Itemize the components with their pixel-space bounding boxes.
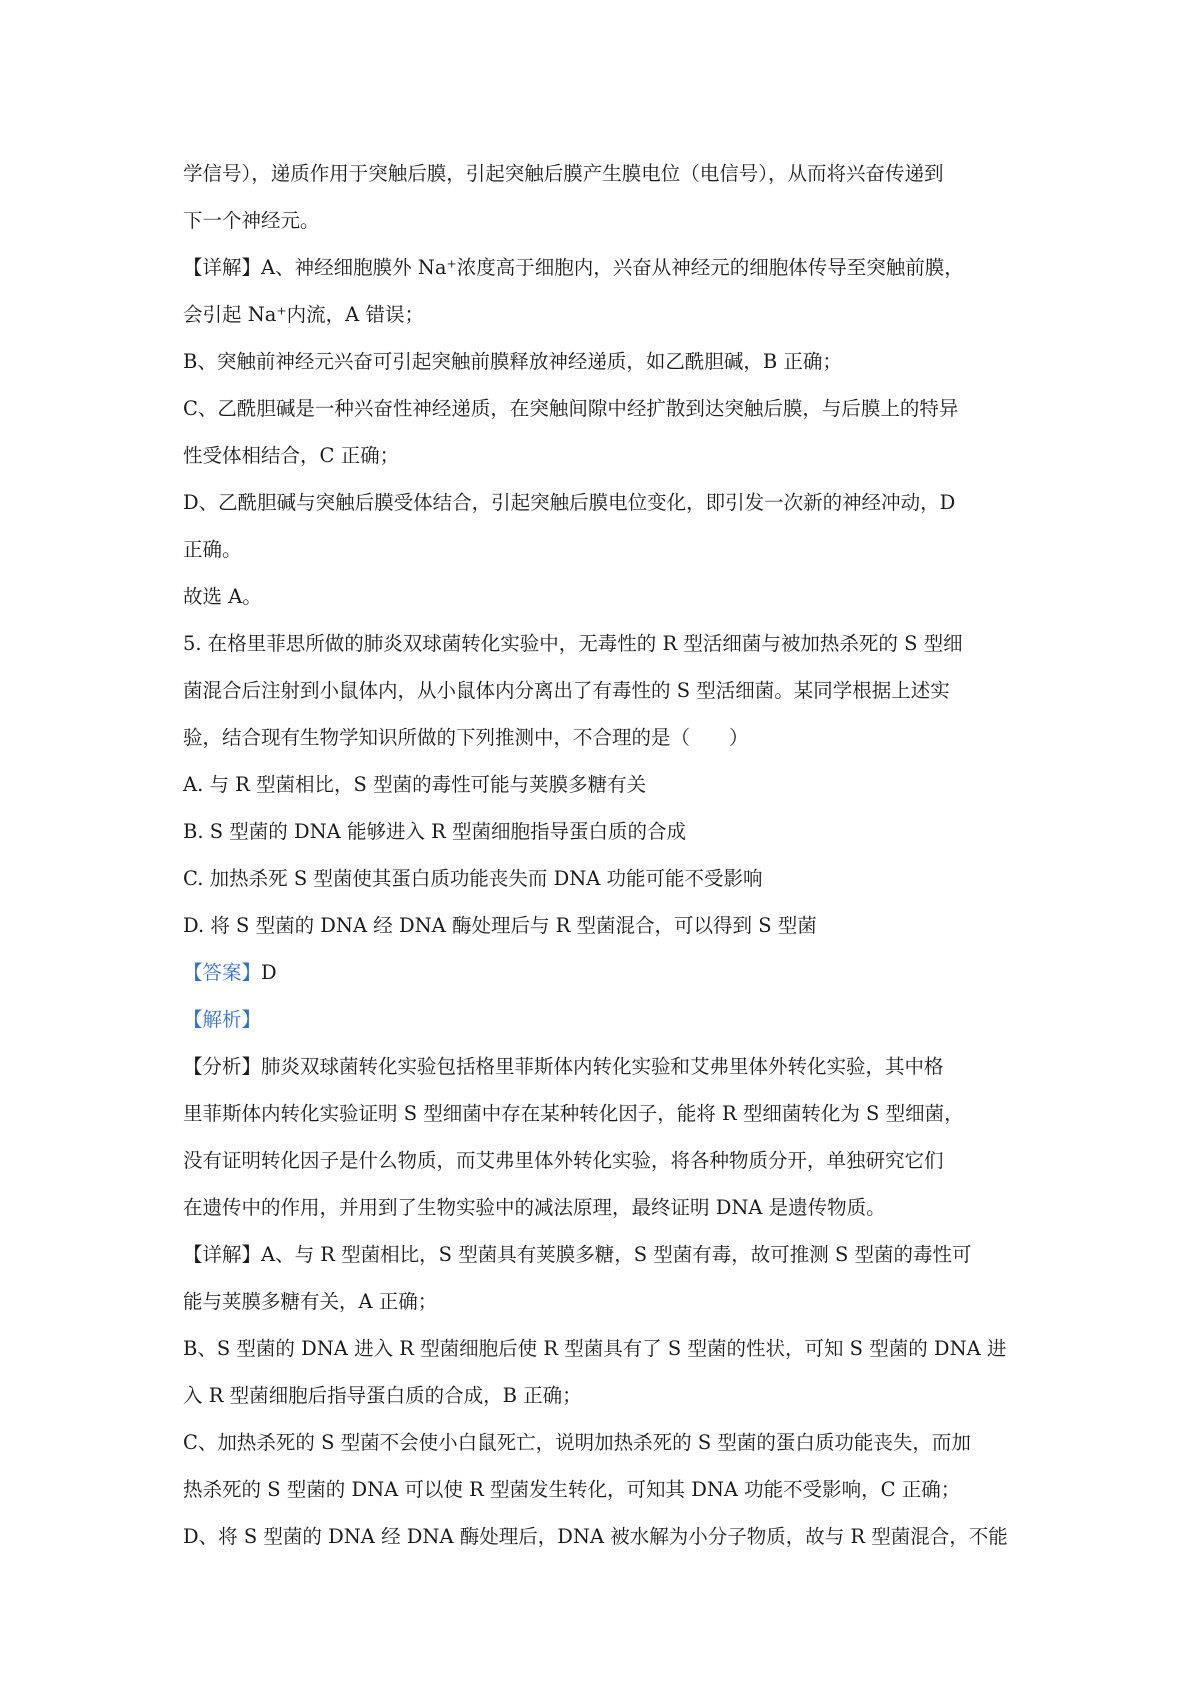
text-line: 【详解】A、神经细胞膜外 Na⁺浓度高于细胞内，兴奋从神经元的细胞体传导至突触前膜，	[183, 256, 964, 279]
text-line: 下一个神经元。	[183, 209, 320, 232]
text-line: 性受体相结合，C 正确；	[183, 444, 400, 467]
text-line: 学信号），递质作用于突触后膜，引起突触后膜产生膜电位（电信号），从而将兴奋传递到	[183, 162, 944, 185]
analysis-label: 【解析】	[183, 1008, 262, 1031]
text-line: 【详解】A、与 R 型菌相比，S 型菌具有荚膜多糖，S 型菌有毒，故可推测 S 型菌的毒性可	[183, 1243, 972, 1266]
text-line: 会引起 Na⁺内流，A 错误；	[183, 303, 424, 326]
option-b: B. S 型菌的 DNA 能够进入 R 型菌细胞指导蛋白质的合成	[183, 820, 687, 843]
text-line: C、乙酰胆碱是一种兴奋性神经递质，在突触间隙中经扩散到达突触后膜，与后膜上的特异	[183, 397, 959, 420]
analysis-heading	[183, 996, 1023, 1043]
text-line: B、S 型菌的 DNA 进入 R 型菌细胞后使 R 型菌具有了 S 型菌的性状，可知 S 型菌的 DNA 进	[183, 1337, 1007, 1360]
text-line: 在遗传中的作用，并用到了生物实验中的减法原理，最终证明 DNA 是遗传物质。	[183, 1196, 886, 1219]
text-line: 没有证明转化因子是什么物质，而艾弗里体外转化实验，将各种物质分开，单独研究它们	[183, 1149, 944, 1172]
text-line: D、将 S 型菌的 DNA 经 DNA 酶处理后，DNA 被水解为小分子物质，故与 R 型菌混合，不能	[183, 1525, 1008, 1548]
document-page	[183, 150, 1023, 1560]
text-line: 能与荚膜多糖有关，A 正确；	[183, 1290, 438, 1313]
text-line: 热杀死的 S 型菌的 DNA 可以使 R 型菌发生转化，可知其 DNA 功能不受影响，C 正确；	[183, 1478, 961, 1501]
answer-value: D	[261, 961, 277, 984]
answer-label: 【答案】	[183, 961, 262, 984]
text-line: 【分析】肺炎双球菌转化实验包括格里菲斯体内转化实验和艾弗里体外转化实验，其中格	[183, 1055, 944, 1078]
question-line: 5. 在格里菲思所做的肺炎双球菌转化实验中，无毒性的 R 型活细菌与被加热杀死的 S 型细	[183, 632, 963, 655]
option-d: D. 将 S 型菌的 DNA 经 DNA 酶处理后与 R 型菌混合，可以得到 S 型菌	[183, 914, 817, 937]
text-line: 故选 A。	[183, 585, 262, 608]
text-line: B、突触前神经元兴奋可引起突触前膜释放神经递质，如乙酰胆碱，B 正确；	[183, 350, 842, 373]
text-line: 入 R 型菌细胞后指导蛋白质的合成，B 正确；	[183, 1384, 582, 1407]
question-line: 验，结合现有生物学知识所做的下列推测中，不合理的是（ ）	[183, 726, 749, 749]
option-c: C. 加热杀死 S 型菌使其蛋白质功能丧失而 DNA 功能可能不受影响	[183, 867, 763, 890]
text-line: 正确。	[183, 538, 242, 561]
text-line: C、加热杀死的 S 型菌不会使小白鼠死亡，说明加热杀死的 S 型菌的蛋白质功能丧失，而加	[183, 1431, 971, 1454]
text-line: 里菲斯体内转化实验证明 S 型细菌中存在某种转化因子，能将 R 型细菌转化为 S 型细菌，	[183, 1102, 964, 1125]
option-a: A. 与 R 型菌相比，S 型菌的毒性可能与荚膜多糖有关	[183, 773, 647, 796]
answer-line	[183, 949, 1023, 996]
text-line: D、乙酰胆碱与突触后膜受体结合，引起突触后膜电位变化，即引发一次新的神经冲动，D	[183, 491, 956, 514]
question-line: 菌混合后注射到小鼠体内，从小鼠体内分离出了有毒性的 S 型活细菌。某同学根据上述实	[183, 679, 950, 702]
